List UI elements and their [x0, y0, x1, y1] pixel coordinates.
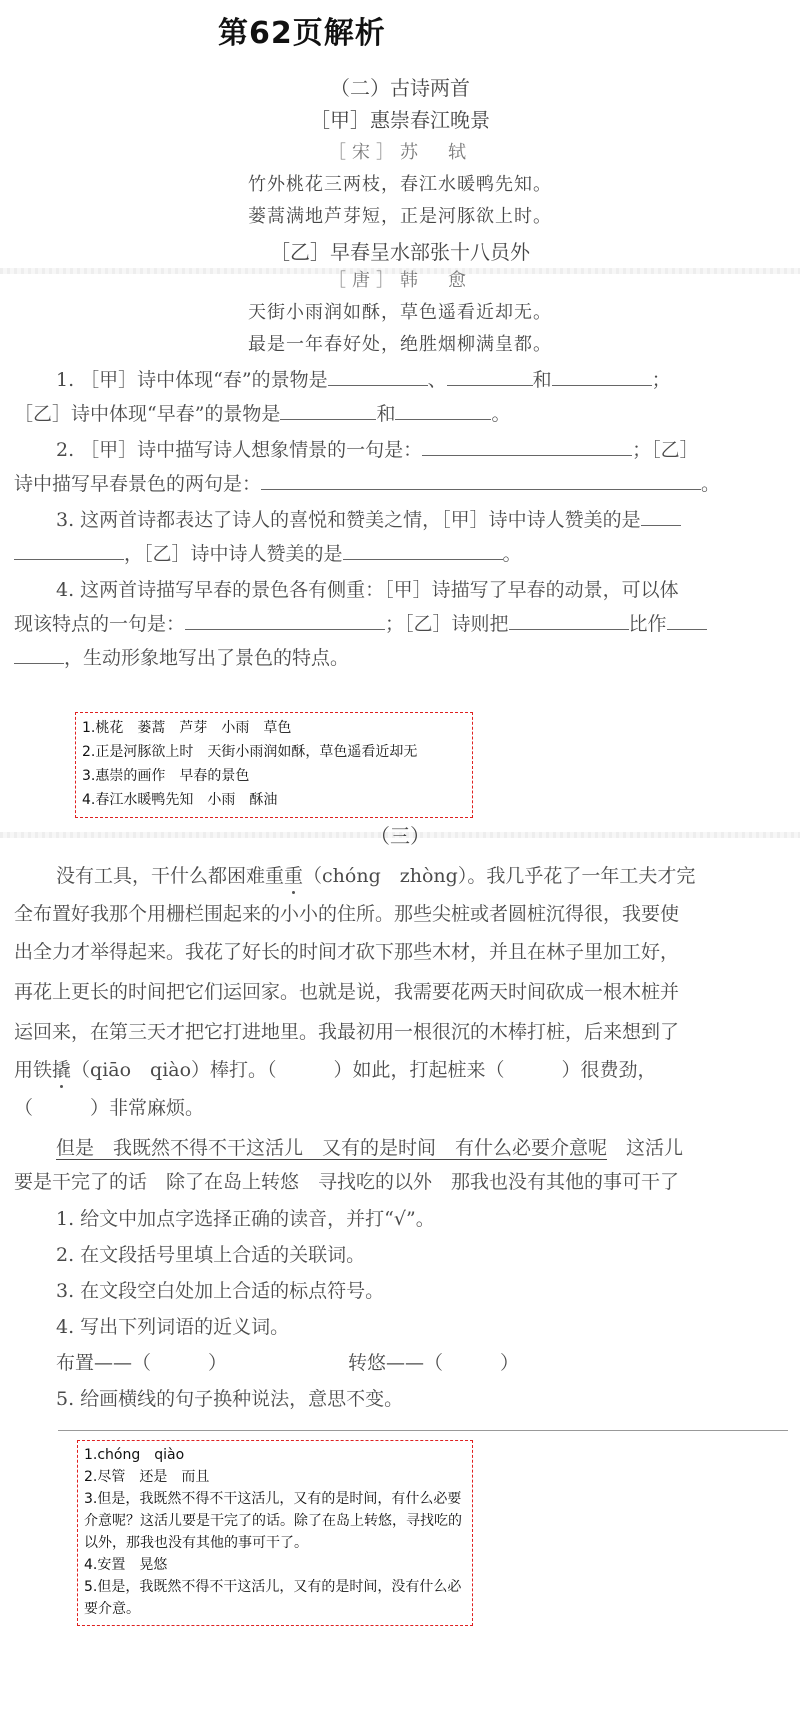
answer-line: 2.尽管 还是 而且	[84, 1469, 210, 1485]
passage-line: 运回来，在第三天才把它打进地里。我最初用一根很沉的木棒打桩，后来想到了	[14, 1021, 680, 1043]
answer-line: 3.惠崇的画作 早春的景色	[82, 768, 250, 784]
answer-box	[75, 712, 473, 818]
question-5: 5. 给画横线的句子换种说法，意思不变。	[56, 1388, 404, 1410]
question-1-cont: ［乙］诗中体现“早春”的景物是 和 。	[14, 396, 790, 432]
passage-line: （ ）非常麻烦。	[14, 1097, 205, 1119]
poem-line: 天街小雨润如酥，草色遥看近却无。	[248, 302, 552, 323]
poem-line: 蒌蒿满地芦芽短，正是河豚欲上时。	[248, 206, 552, 227]
answer-line: 4.安置 晃悠	[84, 1557, 168, 1573]
passage-line: 全布置好我那个用栅栏围起来的小小的住所。那些尖桩或者圆桩沉得很，我要使	[14, 903, 680, 925]
answer-line: 1.chóng qiào	[84, 1447, 185, 1463]
answer-line: 5.但是，我既然不得不干这活儿，又有的是时间，没有什么必要介意。	[84, 1579, 462, 1617]
question-3-cont: ，［乙］诗中诗人赞美的是 。	[14, 536, 790, 572]
question-2-cont: 诗中描写早春景色的两句是： 。	[14, 466, 790, 502]
poem-line: 最是一年春好处，绝胜烟柳满皇都。	[248, 334, 552, 355]
question-1: 1. 给文中加点字选择正确的读音，并打“√”。	[56, 1208, 435, 1230]
underlined-sentence: 但是 我既然不得不干这活儿 又有的是时间 有什么必要介意呢	[56, 1137, 608, 1159]
poem-title: ［乙］早春呈水部张十八员外	[270, 240, 530, 264]
passage-line: 要是干完了的话 除了在岛上转悠 寻找吃的以外 那我也没有其他的事可干了	[14, 1171, 680, 1193]
answer-line: 2.正是河豚欲上时 天街小雨润如酥，草色遥看近却无	[82, 744, 418, 760]
question-2: 2. 在文段括号里填上合适的关联词。	[56, 1244, 366, 1266]
answer-line: 3.但是，我既然不得不干这活儿，又有的是时间，有什么必要介意呢？这活儿要是干完了的话。除了在岛上转悠，寻找吃的以外，那我也没有其他的事可干了。	[84, 1491, 462, 1551]
section-heading: （二）古诗两首	[330, 76, 470, 100]
answer-line: 1.桃花 蒌蒿 芦芽 小雨 草色	[82, 720, 292, 736]
question-3: 3. 在文段空白处加上合适的标点符号。	[56, 1280, 385, 1302]
question-4-cont: 现该特点的一句是： ；［乙］诗则把 比作	[14, 606, 790, 642]
section-heading: （三）	[370, 824, 430, 848]
question-2: 2. ［甲］诗中描写诗人想象情景的一句是： ；［乙］	[14, 432, 790, 468]
passage-line: 出全力才举得起来。我花了好长的时间才砍下那些木材，并且在林子里加工好，	[14, 941, 680, 963]
question-4-end: ，生动形象地写出了景色的特点。	[14, 640, 790, 676]
question-4: 4. 写出下列词语的近义词。	[56, 1316, 290, 1338]
question-3: 3. 这两首诗都表达了诗人的喜悦和赞美之情，［甲］诗中诗人赞美的是	[14, 502, 790, 538]
page-title: 第62页解析	[218, 16, 386, 51]
answer-rule	[58, 1430, 788, 1431]
passage-line: 没有工具，干什么都困难重重（chóng zhòng）。我几乎花了一年工夫才完	[56, 865, 696, 887]
poem-line: 竹外桃花三两枝，春江水暖鸭先知。	[248, 174, 552, 195]
poem-title: ［甲］惠崇春江晚景	[310, 108, 490, 132]
synonym-item: 转悠——（ ）	[348, 1352, 520, 1374]
passage-line: 再花上更长的时间把它们运回家。也就是说，我需要花两天时间砍成一根木桩并	[14, 981, 680, 1003]
poem-author: ［唐］韩 愈	[328, 270, 472, 291]
question-4: 4. 这两首诗描写早春的景色各有侧重：［甲］诗描写了早春的动景，可以体	[56, 579, 679, 601]
passage-line: 用铁撬（qiāo qiào）棒打。（ ）如此，打起桩来（ ）很费劲，	[14, 1059, 657, 1081]
answer-box	[77, 1440, 473, 1626]
answer-line: 4.春江水暖鸭先知 小雨 酥油	[82, 792, 278, 808]
synonym-item: 布置——（ ）	[56, 1352, 228, 1374]
passage-line: 但是 我既然不得不干这活儿 又有的是时间 有什么必要介意呢 这活儿	[56, 1137, 684, 1159]
question-1: 1. ［甲］诗中体现“春”的景物是 、 和 ；	[14, 362, 790, 398]
poem-author: ［宋］苏 轼	[328, 142, 472, 163]
